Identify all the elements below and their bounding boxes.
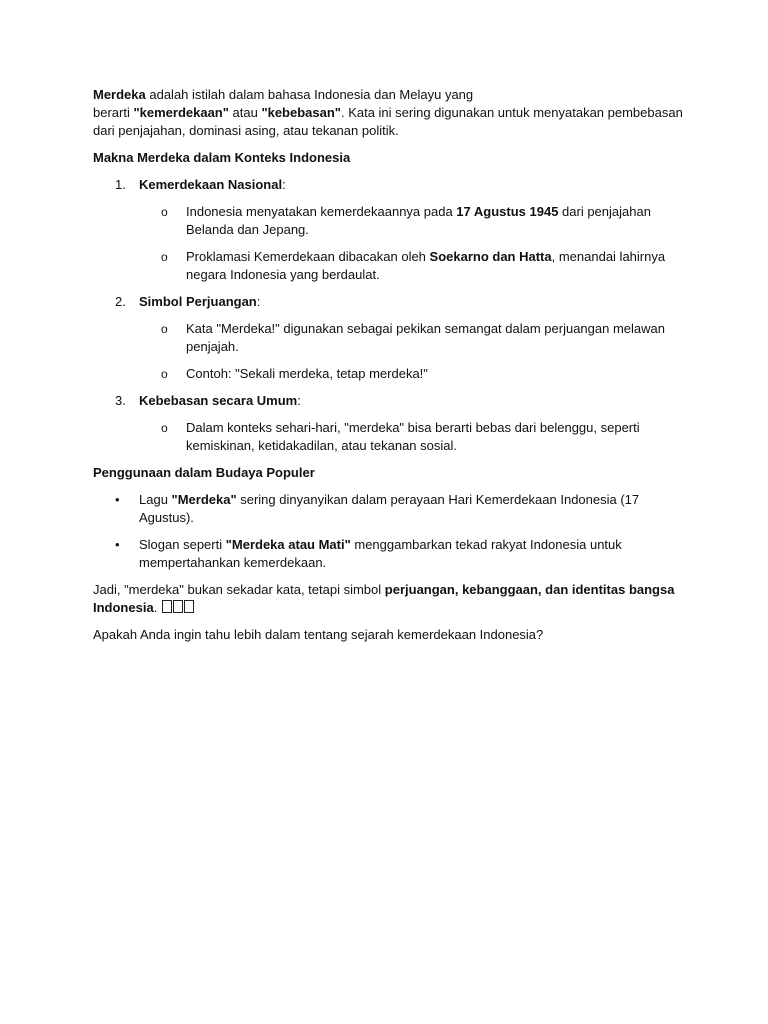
sub-item-text: Proklamasi Kemerdekaan dibacakan oleh <box>186 249 430 264</box>
missing-glyph-box-icon <box>184 600 194 613</box>
bullet-text: sering dinyanyikan dalam perayaan Hari Kemerdekaan Indonesia (17 Agustus). <box>139 492 640 525</box>
sub-bullet-marker: o <box>161 250 168 264</box>
bullet-bold: "Merdeka atau Mati" <box>225 537 351 552</box>
sub-item <box>93 320 683 356</box>
bullet-text: Lagu <box>139 492 172 507</box>
closing-text: . <box>153 600 161 615</box>
numbered-item-1 <box>93 176 683 194</box>
list-number: 3. <box>115 393 126 408</box>
closing-bold: perjuangan, kebanggaan, dan identitas bangsa Indonesia <box>93 582 675 615</box>
bullet-item-2 <box>93 536 683 572</box>
closing-paragraph <box>93 581 683 617</box>
sub-item-bold: Soekarno dan Hatta <box>429 249 552 264</box>
intro-text-3: atau <box>228 105 262 120</box>
bullet-text: Slogan seperti <box>139 537 226 552</box>
list-number: 2. <box>115 294 126 309</box>
bullet-marker: • <box>115 537 120 552</box>
item-label-colon: : <box>282 177 286 192</box>
sub-item <box>93 248 683 284</box>
numbered-item-2 <box>93 293 683 311</box>
intro-term: Merdeka <box>93 87 146 102</box>
intro-text-1: adalah istilah dalam bahasa Indonesia dan Melayu yang <box>145 87 474 102</box>
sub-item <box>93 419 683 455</box>
missing-glyph-box-icon <box>162 600 172 613</box>
section-heading-makna: Makna Merdeka dalam Konteks Indonesia <box>93 150 351 165</box>
bullet-item-1 <box>93 491 683 527</box>
intro-paragraph <box>93 86 683 140</box>
sub-item-bold: 17 Agustus 1945 <box>456 204 559 219</box>
item-label-colon: : <box>256 294 261 309</box>
sub-bullet-marker: o <box>161 322 168 336</box>
document-page <box>93 86 683 644</box>
section-heading-budaya: Penggunaan dalam Budaya Populer <box>93 465 315 480</box>
intro-text-2: berarti <box>93 105 134 120</box>
intro-text-4: . Kata ini sering digunakan untuk menyatakan pembebasan dari penjajahan, dominasi asing, atau tekanan politik. <box>93 105 683 138</box>
sub-item-text: dari penjajahan Belanda dan Jepang. <box>186 204 651 237</box>
missing-glyph-box-icon <box>173 600 183 613</box>
bullet-bold: "Merdeka" <box>171 492 237 507</box>
bullet-text: menggambarkan tekad rakyat Indonesia untuk mempertahankan kemerdekaan. <box>139 537 622 570</box>
item-label: Kemerdekaan Nasional <box>139 177 283 192</box>
question-paragraph: Apakah Anda ingin tahu lebih dalam tentang sejarah kemerdekaan Indonesia? <box>93 627 544 642</box>
intro-term-kemerdekaan: "kemerdekaan" <box>133 105 229 120</box>
numbered-item-3 <box>93 392 683 410</box>
sub-item-text: Kata "Merdeka!" digunakan sebagai pekikan semangat dalam perjuangan melawan penjajah. <box>186 321 665 354</box>
sub-item <box>93 203 683 239</box>
item-label: Kebebasan secara Umum <box>139 393 298 408</box>
closing-text: Jadi, "merdeka" bukan sekadar kata, tetapi simbol <box>93 582 385 597</box>
item-label-colon: : <box>297 393 301 408</box>
sub-bullet-marker: o <box>161 421 168 435</box>
sub-bullet-marker: o <box>161 205 168 219</box>
bullet-marker: • <box>115 492 120 507</box>
sub-item-text: Indonesia menyatakan kemerdekaannya pada <box>186 204 457 219</box>
sub-bullet-marker: o <box>161 367 168 381</box>
sub-item <box>93 365 683 383</box>
item-label: Simbol Perjuangan <box>139 294 257 309</box>
sub-item-text: Contoh: "Sekali merdeka, tetap merdeka!" <box>186 366 428 381</box>
list-number: 1. <box>115 177 126 192</box>
sub-item-text: , menandai lahirnya negara Indonesia yang berdaulat. <box>186 249 666 282</box>
intro-term-kebebasan: "kebebasan" <box>261 105 341 120</box>
sub-item-text: Dalam konteks sehari-hari, "merdeka" bisa berarti bebas dari belenggu, seperti kemiskinan, ketidakadilan, atau tekanan sosial. <box>186 420 640 453</box>
